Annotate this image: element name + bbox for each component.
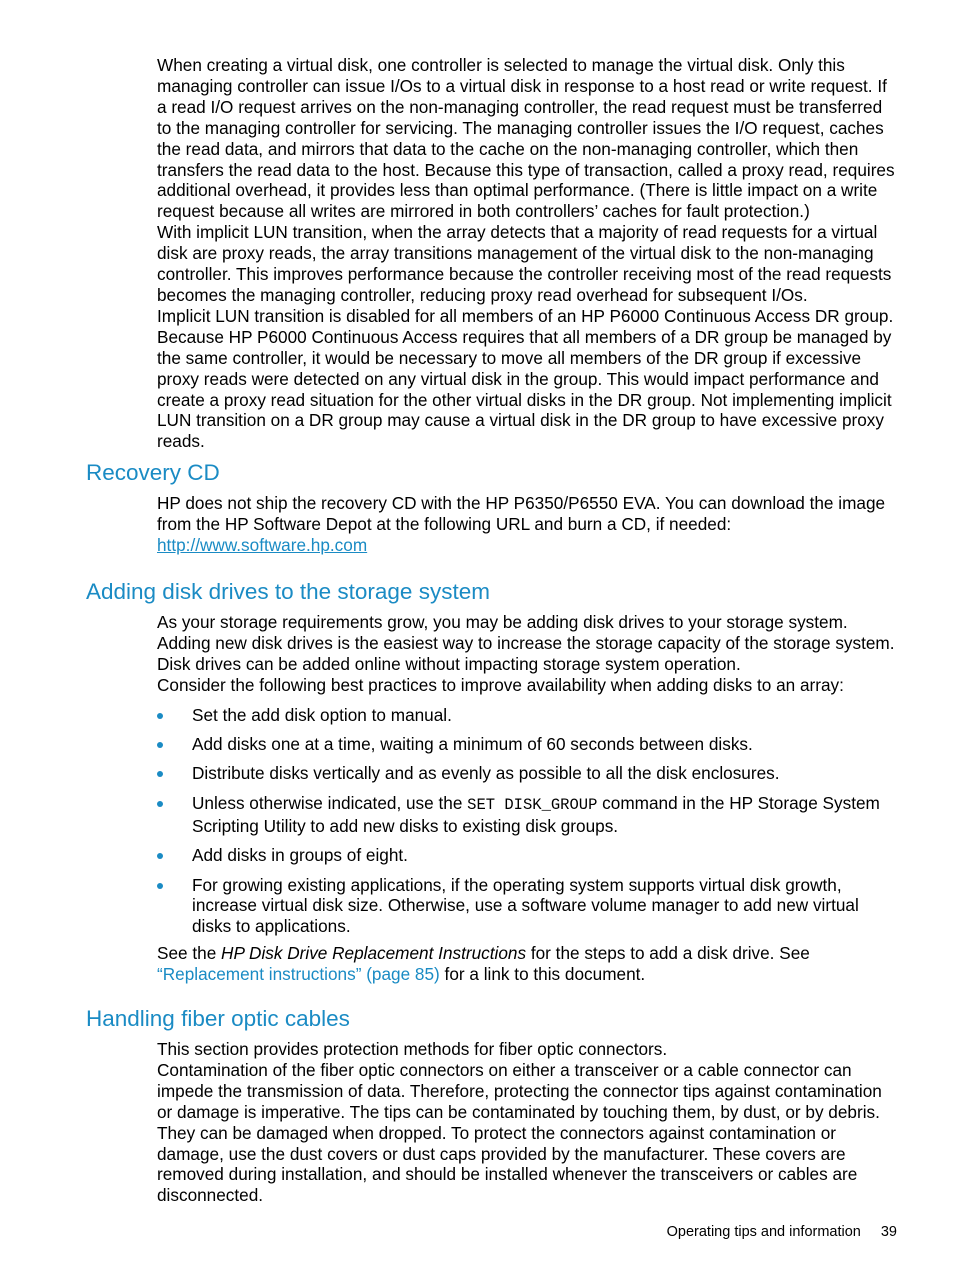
list-item-text: Add disks in groups of eight. [192,845,408,866]
fiber-paragraph-1: This section provides protection methods for fiber optic connectors. [157,1039,668,1059]
bullet-icon [157,853,163,859]
footer-section-title: Operating tips and information [666,1224,861,1240]
list-item-text-post: command in the HP Storage System Scripting Utility to add new disks to existing disk groups. [192,792,880,836]
list-item-text: For growing existing applications, if the operating system supports virtual disk growth, increase virtual disk size. Otherwise, use a software volume manager to add new virtual disks to applications. [192,874,859,937]
adding-paragraph-1: As your storage requirements grow, you may be adding disk drives to your storage system. Adding new disk drives is the easiest way to increase the storage capacity of the storage system. Disk drives can be added online without impacting storage system operation. [157,612,895,674]
fiber-optic-section [157,1039,899,1206]
recovery-cd-section [157,493,899,556]
fiber-optic-heading: Handling fiber optic cables [86,1006,350,1031]
list-item-text: Set the add disk option to manual. [192,704,452,725]
intro-section [157,55,899,452]
replacement-instructions-link[interactable]: “Replacement instructions” (page 85) [157,964,440,985]
intro-paragraph-1: When creating a virtual disk, one controller is selected to manage the virtual disk. Only this managing controller can issue I/Os to a virtual disk in response to a host read or write request. If a read I/O request arrives on the non-managing controller, the read request must be transferred to the managing controller for servicing. The managing controller issues the I/O request, caches the read data, and mirrors that data to the cache on the non-managing controller, which then transfers the read data to the host. Because this type of transaction, called a proxy read, requires additional overhead, it provides less than optimal performance. (There is little impact on a write request because all writes are mirrored in both controllers’ caches for fault protection.) [157,55,895,222]
list-item [157,793,899,837]
set-disk-group-command: SET DISK_GROUP [467,795,598,814]
intro-paragraph-3: Implicit LUN transition is disabled for all members of an HP P6000 Continuous Access DR group. Because HP P6000 Continuous Access requires that all members of a DR group be managed by the same controller, it would be necessary to move all members of the DR group if excessive proxy reads were detected on any virtual disk in the group. This would impact performance and create a proxy read situation for the other virtual disks in the DR group. Not implementing implicit LUN transition on a DR group may cause a virtual disk in the DR group to have excessive proxy reads. [157,305,894,452]
bullet-icon [157,801,163,807]
fiber-paragraph-2: Contamination of the fiber optic connectors on either a transceiver or a cable connector can impede the transmission of data. Therefore, protecting the connector tips against contamination or damage is imperative. The tips can be contaminated by touching them, by dust, or by debris. They can be damaged when dropped. To protect the connectors against contamination or damage, use the dust covers or dust caps provided by the manufacturer. These covers are removed during installation, and should be installed whenever the transceivers or cables are disconnected. [157,1059,882,1206]
bullet-icon [157,883,163,889]
recovery-cd-heading: Recovery CD [86,460,220,485]
software-depot-url[interactable]: http://www.software.hp.com [157,534,368,555]
adding-paragraph-2: Consider the following best practices to improve availability when adding disks to an array: [157,674,844,695]
list-item-text-pre: Unless otherwise indicated, use the [192,792,468,813]
adding-disk-drives-section [157,612,899,985]
list-item [157,845,899,866]
replacement-instructions-title: HP Disk Drive Replacement Instructions [221,943,527,964]
bullet-icon [157,742,163,748]
bullet-icon [157,771,163,777]
list-item [157,875,899,938]
see-text-mid: for the steps to add a disk drive. See [526,943,810,964]
page-number: 39 [880,1224,897,1240]
see-replacement-paragraph [157,943,899,985]
list-item [157,705,899,726]
recovery-cd-paragraph: HP does not ship the recovery CD with the HP P6350/P6550 EVA. You can download the image from the HP Software Depot at the following URL and burn a CD, if needed: [157,493,886,534]
see-text-post: for a link to this document. [439,964,646,985]
intro-paragraph-2: With implicit LUN transition, when the array detects that a majority of read requests for a virtual disk are proxy reads, the array transitions management of the virtual disk to the non-managing controller. This improves performance because the controller receiving most of the read requests becomes the managing controller, reducing proxy read overhead for subsequent I/Os. [157,222,892,305]
bullet-icon [157,713,163,719]
best-practices-list [157,705,899,938]
software-depot-link[interactable] [157,535,899,556]
list-item [157,734,899,755]
page-footer [667,1222,897,1242]
list-item-text: Distribute disks vertically and as evenly as possible to all the disk enclosures. [192,763,780,784]
see-text-pre: See the [157,943,222,964]
list-item-text: Add disks one at a time, waiting a minimum of 60 seconds between disks. [192,734,753,755]
list-item [157,763,899,784]
adding-disk-drives-heading: Adding disk drives to the storage system [86,579,490,604]
